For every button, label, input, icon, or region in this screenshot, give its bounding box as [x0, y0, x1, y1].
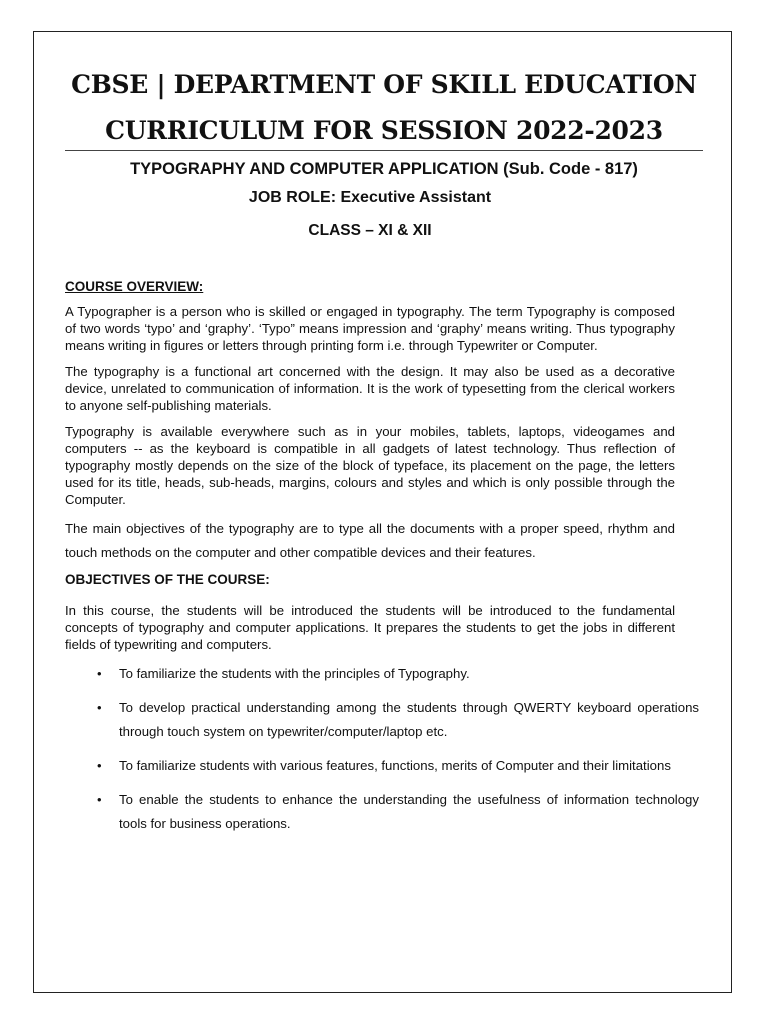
list-item-text: To enable the students to enhance the understanding the usefulness of information technology tools for business operations. — [119, 792, 699, 831]
title-divider — [65, 150, 703, 151]
list-item-text: To familiarize students with various features, functions, merits of Computer and their limitations — [119, 758, 671, 773]
bullet-icon: • — [97, 758, 102, 773]
list-item — [97, 696, 699, 744]
objectives-intro: In this course, the students will be introduced the students will be introduced to the fundamental concepts of typography and computer applications. It prepares the students to get the jobs in different fields of typewriting and computers. — [65, 603, 675, 652]
overview-paragraph-1: A Typographer is a person who is skilled or engaged in typography. The term Typography is composed of two words ‘typo’ and ‘graphy’. ‘Typo” means impression and ‘graphy’ means writing. Thus typography means writing in figures or letters through printing form i.e. through Typewriter or Computer. — [65, 304, 675, 353]
job-role: JOB ROLE: Executive Assistant — [248, 189, 492, 206]
list-item-text: To familiarize the students with the principles of Typography. — [119, 666, 470, 681]
bullet-icon: • — [97, 700, 102, 715]
list-item — [97, 788, 699, 836]
bullet-icon: • — [97, 792, 102, 807]
document-body — [65, 278, 699, 846]
overview-paragraph-2: The typography is a functional art concerned with the design. It may also be used as a decorative device, unrelated to communication of information. It is the work of typesetting from the clerical workers to anyone self-publishing materials. — [65, 364, 675, 413]
course-overview-heading: COURSE OVERVIEW: — [65, 279, 204, 294]
list-item-text: To develop practical understanding among the students through QWERTY keyboard operations through touch system on typewriter/computer/laptop etc. — [119, 700, 699, 739]
subject-title: TYPOGRAPHY AND COMPUTER APPLICATION (Sub. Code - 817) — [130, 160, 638, 178]
bullet-icon: • — [97, 666, 102, 681]
overview-paragraph-3: Typography is available everywhere such as in your mobiles, tablets, laptops, videogames and computers -- as the keyboard is compatible in all gadgets of latest technology. Thus reflection of typography mostly depends on the size of the block of typeface, its placement on the page, the letters used for its title, heads, sub-heads, margins, colours and styles and which is only possible through the Computer. — [65, 424, 675, 507]
list-item — [97, 662, 699, 686]
list-item — [97, 754, 699, 778]
class-label: CLASS – XI & XII — [308, 222, 432, 239]
overview-paragraph-4: The main objectives of the typography are to type all the documents with a proper speed, rhythm and touch methods on the computer and other compatible devices and their features. — [65, 521, 675, 560]
document-title-line-1: CBSE | DEPARTMENT OF SKILL EDUCATION — [71, 70, 697, 99]
objectives-list — [65, 662, 699, 836]
document-title-line-2: CURRICULUM FOR SESSION 2022-2023 — [105, 116, 663, 145]
objectives-heading: OBJECTIVES OF THE COURSE: — [65, 572, 270, 587]
